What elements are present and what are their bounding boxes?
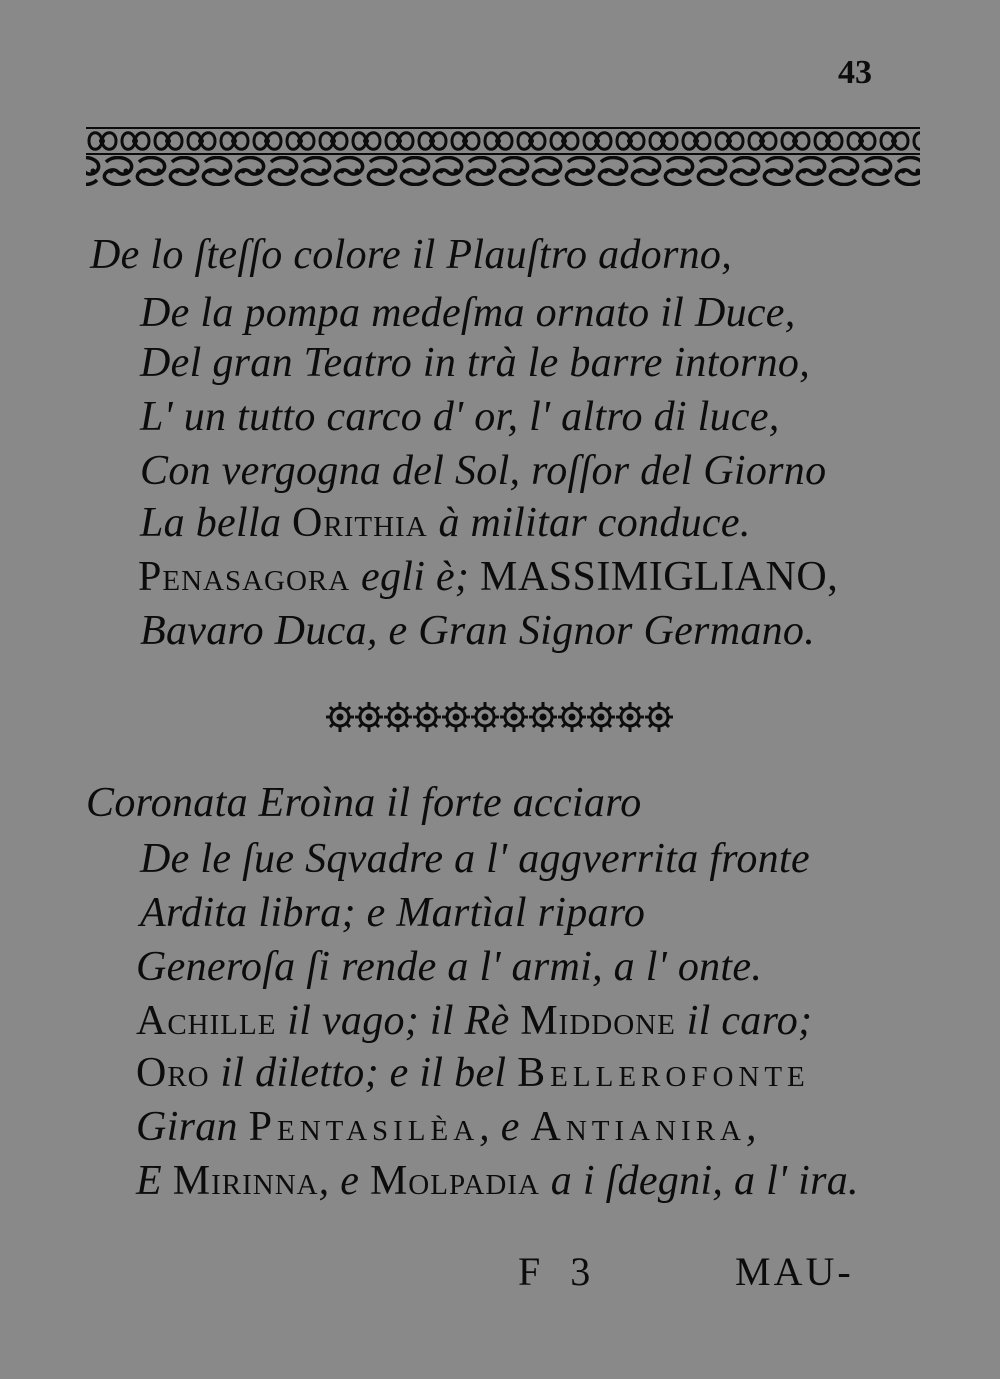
verse-line: Ardita libra; e Martìal riparo xyxy=(140,890,646,936)
page-number: 43 xyxy=(838,54,872,91)
verse-line xyxy=(136,1102,757,1152)
verse-segment: à militar conduce. xyxy=(427,500,751,546)
rosette-divider-icon xyxy=(326,700,674,734)
proper-name: Oro xyxy=(136,1050,210,1096)
verse-segment: Giran xyxy=(136,1104,249,1150)
proper-name: Antianira xyxy=(530,1104,746,1150)
page-footer xyxy=(0,1248,1000,1298)
verse-segment: , e xyxy=(318,1158,370,1204)
verse-segment: a i ſdegni, a l' ira. xyxy=(539,1158,859,1204)
catchword: MAU- xyxy=(735,1249,854,1294)
verse-segment: il diletto; e il bel xyxy=(209,1050,518,1096)
verse-segment: La bella xyxy=(140,500,293,546)
verse-segment: , xyxy=(746,1104,757,1150)
verse-segment: il caro; xyxy=(675,998,813,1044)
verse-line: Con vergogna del Sol, roſſor del Giorno xyxy=(140,448,827,494)
proper-name: Molpadia xyxy=(369,1158,540,1204)
headpiece-ornament-icon xyxy=(86,126,920,186)
verse-line xyxy=(136,1048,810,1098)
proper-name: Middone xyxy=(520,998,676,1044)
proper-name: Penasagora xyxy=(138,554,351,600)
verse-line xyxy=(136,996,812,1046)
verse-line: De lo ſteſſo colore il Plauſtro adorno, xyxy=(90,232,733,278)
verse-line xyxy=(140,498,751,548)
verse-line: De le ſue Sqvadre a l' aggverrita fronte xyxy=(140,836,810,882)
signature-mark: F 3 xyxy=(518,1249,601,1294)
verse-line: Del gran Teatro in trà le barre intorno, xyxy=(140,340,811,386)
proper-name: Orithia xyxy=(292,500,428,546)
verse-segment: egli è; xyxy=(350,554,481,600)
verse-line: Coronata Eroìna il forte acciaro xyxy=(86,780,642,826)
proper-name: MASSIMIGLIANO, xyxy=(480,554,839,600)
proper-name: Mirinna xyxy=(172,1158,319,1204)
proper-name: Pentasilèa xyxy=(248,1104,480,1150)
verse-segment: il vago; il Rè xyxy=(276,998,521,1044)
verse-line: Generoſa ſi rende a l' armi, a l' onte. xyxy=(136,944,763,990)
verse-segment: , e xyxy=(479,1104,531,1150)
proper-name: Bellerofonte xyxy=(517,1050,810,1096)
verse-line xyxy=(138,552,838,602)
verse-line: L' un tutto carco d' or, l' altro di luce, xyxy=(140,394,780,440)
verse-line xyxy=(136,1156,859,1206)
verse-line: De la pompa medeſma ornato il Duce, xyxy=(140,290,796,336)
verse-line: Bavaro Duca, e Gran Signor Germano. xyxy=(140,608,816,654)
proper-name: Achille xyxy=(136,998,277,1044)
verse-segment: E xyxy=(136,1158,173,1204)
